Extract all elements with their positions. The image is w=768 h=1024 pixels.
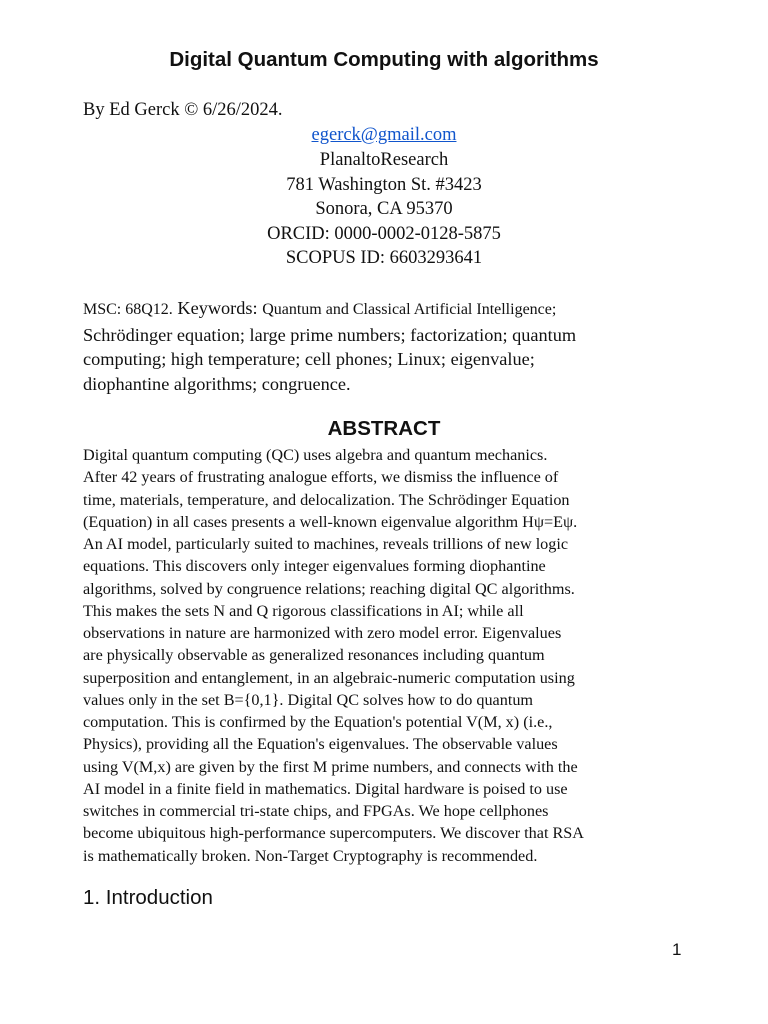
page-number: 1 — [672, 940, 682, 959]
author-email-line — [0, 123, 768, 147]
author-email-link[interactable]: egerck@gmail.com — [311, 125, 457, 145]
keywords-line: computing; high temperature; cell phones; Linux; eigenvalue; — [83, 349, 535, 369]
keywords-line: Schrödinger equation; large prime numbers; factorization; quantum — [83, 324, 577, 345]
abstract-line: are physically observable as generalized resonances including quantum — [83, 646, 545, 665]
abstract-line: equations. This discovers only integer eigenvalues forming diophantine — [83, 557, 546, 576]
author-byline: By Ed Gerck © 6/26/2024. — [83, 100, 283, 120]
document-title: Digital Quantum Computing with algorithms — [169, 48, 599, 71]
keywords-label: Keywords: — [177, 298, 258, 318]
keywords-first-line: Quantum and Classical Artificial Intelligence; — [262, 301, 557, 318]
abstract-heading: ABSTRACT — [327, 417, 441, 440]
abstract-line: algorithms, solved by congruence relations; reaching digital QC algorithms. — [83, 579, 575, 598]
msc-code: MSC: 68Q12. — [83, 301, 173, 318]
abstract-line: time, materials, temperature, and delocalization. The Schrödinger Equation — [83, 490, 570, 509]
author-scopus-id: SCOPUS ID: 6603293641 — [285, 248, 483, 268]
abstract-line: observations in nature are harmonized with zero model error. Eigenvalues — [83, 624, 562, 642]
keywords-line: diophantine algorithms; congruence. — [83, 373, 351, 394]
abstract-line: Physics), providing all the Equation's eigenvalues. The observable values — [83, 735, 558, 754]
abstract-line: This makes the sets N and Q rigorous classifications in AI; while all — [83, 601, 524, 620]
author-city: Sonora, CA 95370 — [315, 199, 453, 219]
keywords-line — [83, 296, 693, 323]
abstract-line: (Equation) in all cases presents a well-known eigenvalue algorithm Hψ=Eψ. — [83, 512, 578, 531]
keywords-block — [83, 296, 693, 396]
abstract-line: values only in the set B={0,1}. Digital QC solves how to do quantum — [83, 690, 534, 709]
abstract-line: AI model in a finite field in mathematics. Digital hardware is poised to use — [83, 779, 568, 798]
abstract-line: computation. This is confirmed by the Equation's potential V(M, x) (i.e., — [83, 713, 553, 731]
abstract-line: is mathematically broken. Non-Target Cryptography is recommended. — [83, 846, 538, 865]
abstract-line: An AI model, particularly suited to machines, reveals trillions of new logic — [83, 535, 569, 553]
abstract-line: become ubiquitous high-performance supercomputers. We discover that RSA — [83, 824, 584, 843]
abstract-body — [83, 444, 703, 867]
section-heading-introduction: 1. Introduction — [83, 886, 213, 909]
abstract-line: switches in commercial tri-state chips, and FPGAs. We hope cellphones — [83, 802, 549, 820]
abstract-line: Digital quantum computing (QC) uses algebra and quantum mechanics. — [83, 446, 548, 464]
author-orcid: ORCID: 0000-0002-0128-5875 — [267, 223, 501, 244]
author-organization: PlanaltoResearch — [319, 150, 449, 170]
author-street-address: 781 Washington St. #3423 — [286, 174, 482, 195]
abstract-line: After 42 years of frustrating analogue efforts, we dismiss the influence of — [83, 468, 559, 487]
abstract-line: superposition and entanglement, in an algebraic-numeric computation using — [83, 668, 575, 687]
abstract-line: using V(M,x) are given by the first M prime numbers, and connects with the — [83, 757, 578, 776]
